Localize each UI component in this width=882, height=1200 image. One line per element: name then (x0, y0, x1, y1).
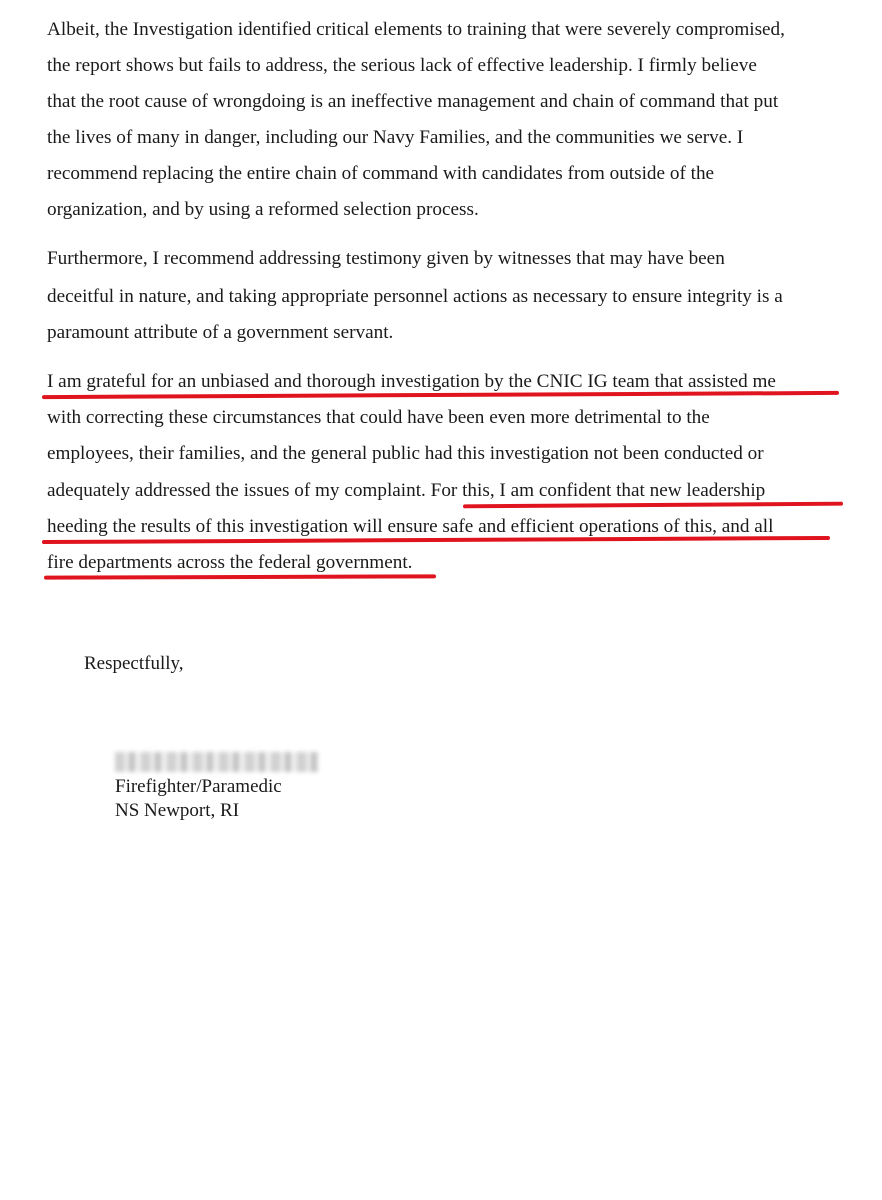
redacted-name (115, 752, 319, 772)
paragraph-1-line-2: the report shows but fails to address, the serious lack of effective leadership. I firmly believe (47, 55, 757, 76)
signature-title: Firefighter/Paramedic (115, 776, 282, 797)
paragraph-3-line-6: fire departments across the federal government. (47, 552, 413, 573)
closing-salutation: Respectfully, (84, 653, 184, 674)
paragraph-1-line-5: recommend replacing the entire chain of command with candidates from outside of the (47, 163, 715, 184)
paragraph-3-line-5: heeding the results of this investigation will ensure safe and efficient operations of this, and all (47, 516, 774, 537)
paragraph-1-line-1: Albeit, the Investigation identified critical elements to training that were severely compromised, (47, 19, 785, 40)
red-underline-annotation (44, 574, 436, 579)
paragraph-3-line-4: adequately addressed the issues of my complaint. For this, I am confident that new leadership (47, 480, 766, 501)
paragraph-3-line-1: I am grateful for an unbiased and thorough investigation by the CNIC IG team that assisted me (47, 371, 776, 392)
paragraph-2-line-1: Furthermore, I recommend addressing testimony given by witnesses that may have been (47, 248, 725, 269)
paragraph-3-line-3: employees, their families, and the general public had this investigation not been conducted or (47, 443, 764, 464)
paragraph-3-line-2: with correcting these circumstances that could have been even more detrimental to the (47, 407, 710, 428)
paragraph-1-line-6: organization, and by using a reformed selection process. (47, 199, 479, 220)
signature-location: NS Newport, RI (115, 800, 240, 821)
paragraph-2-line-2: deceitful in nature, and taking appropriate personnel actions as necessary to ensure integrity is a (47, 286, 783, 307)
paragraph-2-line-3: paramount attribute of a government servant. (47, 322, 394, 343)
paragraph-1-line-3: that the root cause of wrongdoing is an ineffective management and chain of command that put (47, 91, 779, 112)
paragraph-1-line-4: the lives of many in danger, including our Navy Families, and the communities we serve. I (47, 127, 744, 148)
